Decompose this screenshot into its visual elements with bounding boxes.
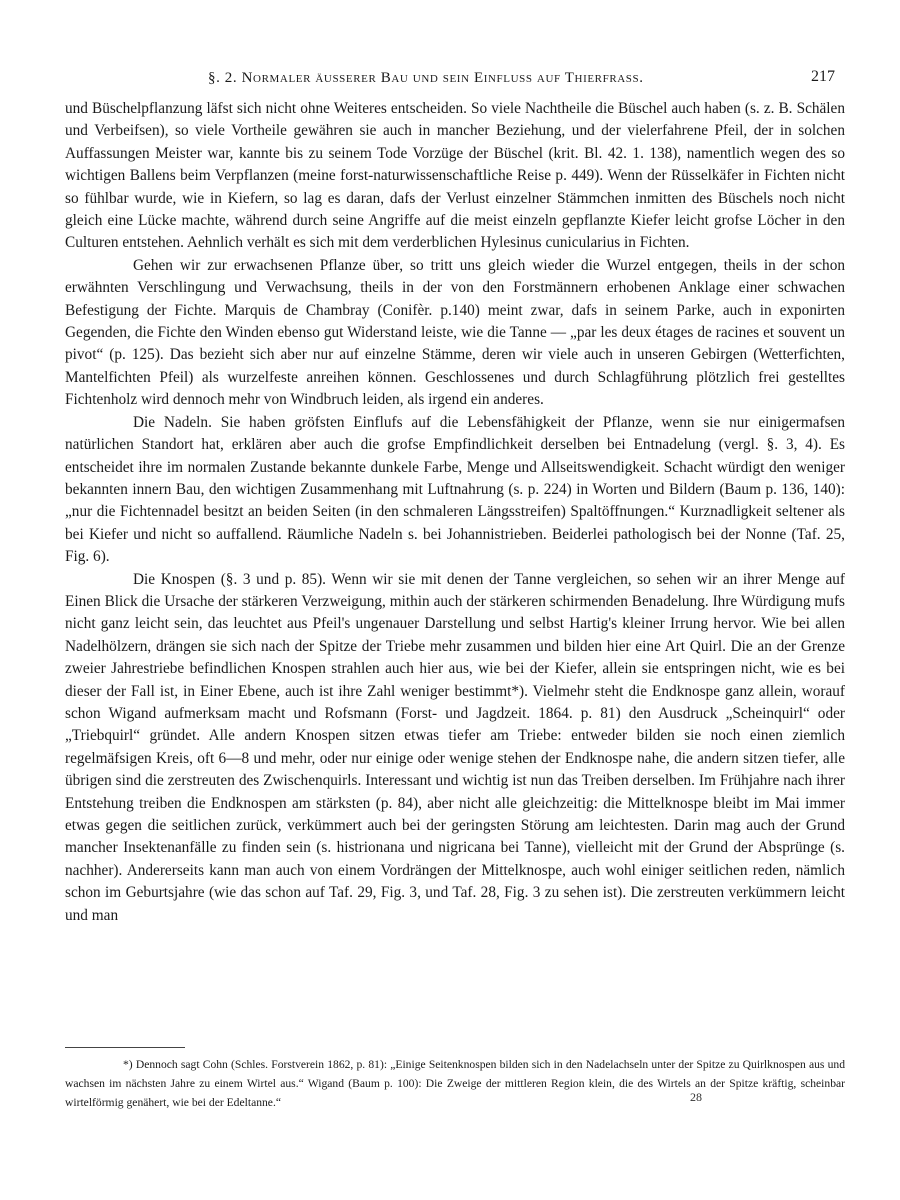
paragraph-3: Die Nadeln. Sie haben gröfsten Einflufs auf die Lebensfähigkeit der Pflanze, wenn sie nur einigermafsen natürlichen Standort hat, erklären aber auch die grofse Empfindlichkeit derselben bei Entnadelung (vergl. §. 3, 4). Es entscheidet ihre im normalen Zustande bekannte dunkele Farbe, Menge und Allseitswendigkeit. Schacht würdigt den weniger bekannten innern Bau, den wichtigen Zusammenhang mit Luftnahrung (s. p. 224) in Worten und Bildern (Baum p. 136, 140): „nur die Fichtennadel besitzt an beiden Seiten (in den schmaleren Längsstreifen) Spaltöffnungen.“ Kurznadligkeit seltener als bei Kiefer und nicht so auffallend. Räumliche Nadeln s. bei Johannistrieben. Beiderlei pathologisch bei der Nonne (Taf. 25, Fig. 6). bbox=[65, 413, 845, 566]
paragraph-4: Die Knospen (§. 3 und p. 85). Wenn wir sie mit denen der Tanne vergleichen, so sehen wir an ihrer Menge auf Einen Blick die Ursache der stärkeren Verzweigung, mithin auch der stärkeren schirmenden Benadelung. Ihre Würdigung mufs nicht ganz leicht sein, das leuchtet aus Pfeil's ungenauer Darstellung und selbst Hartig's kleiner Irrung hervor. Wie bei allen Nadelhölzern, drängen sie sich nach der Spitze der Triebe mehr zusammen und bilden hier eine Art Quirl. Die an der Grenze zweier Jahrestriebe befindlichen Knospen strahlen auch hier aus, wie bei der Kiefer, allein sie entspringen nicht, wie es bei dieser der Fall ist, in Einer Ebene, auch ist ihre Zahl weniger bestimmt*). Vielmehr steht die Endknospe ganz allein, worauf schon Wigand aufmerksam macht und Rofsmann (Forst- und Jagdzeit. 1864. p. 81) den Ausdruck „Scheinquirl“ oder „Triebquirl“ gründet. Alle andern Knospen sitzen etwas tiefer am Triebe: entweder bilden sie noch einen ziemlich regelmäfsigen Kreis, oft 6—8 und mehr, oder nur einige oder wenige stehen der Endknospe nahe, die andern sitzen tiefer, alle übrigen sind die zerstreuten des Zwischenquirls. Interessant und wichtig ist nun das Treiben derselben. Im Frühjahre nach ihrer Entstehung treiben die Endknospen am stärksten (p. 84), aber nicht alle gleichzeitig: die Mittelknospe bleibt im Mai immer etwas gegen die seitlichen zurück, verkümmert auch bei der geringsten Störung am leichtesten. Darin mag auch der Grund mancher Insektenanfälle zu finden sein (s. histrionana und nigricana bei Tanne), vielleicht mit der Grund der Absprünge (s. nachher). Andererseits kann man auch von einem Vordrängen der Mittelknospe, auch wohl einiger seitlichen reden, nämlich schon im Geburtsjahre (wie das schon auf Taf. 29, Fig. 3, und Taf. 28, Fig. 3 zu sehen ist). Die zerstreuten verkümmern leicht und man bbox=[65, 570, 845, 924]
page-number: 217 bbox=[811, 68, 835, 85]
paragraph-2: Gehen wir zur erwachsenen Pflanze über, so tritt uns gleich wieder die Wurzel entgegen, theils in der schon erwähnten Verschlingung und Verwachsung, theils in der von den Forstmännern erhobenen Anklage einer schwachen Befestigung der Fichte. Marquis de Chambray (Conifèr. p.140) meint zwar, dafs in seinem Parke, auch in exponirten Gegenden, die Fichte den Winden ebenso gut Widerstand leiste, wie die Tanne — „par les deux étages de racines et souvent un pivot“ (p. 125). Das bezieht sich aber nur auf einzelne Stämme, deren wir viele auch in unseren Gebirgen (Wetterfichten, Mantelfichten Pfeil) als wurzelfeste anreihen können. Geschlossenes und durch Schlagführung plötzlich frei gestelltes Fichtenholz wird dennoch mehr von Windbruch leiden, als irgend ein anderes. bbox=[65, 256, 845, 409]
page bbox=[65, 62, 845, 927]
paragraph-1: und Büschelpflanzung läfst sich nicht ohne Weiteres entscheiden. So viele Nachtheile die Büschel auch haben (s. z. B. Schälen und Verbeifsen), so viele Vortheile gewähren sie auch in mancher Beziehung, und der vielerfahrene Pfeil, der in solchen Auffassungen Meister war, kannte bis zu seinem Tode Vorzüge der Büschel (krit. Bl. 42. 1. 138), namentlich wegen des so wichtigen Ballens beim Verpflanzen (meine forst-naturwissenschaftliche Reise p. 449). Wenn der Rüsselkäfer in Fichten nicht so fühlbar wurde, wie in Kiefern, so lag es daran, dafs der Verlust einzelner Stämmchen inmitten des Büschels noch nicht gleich eine Lücke machte, während durch seine Angriffe auf die meist einzeln gepflanzte Kiefer leicht grofse Löcher in den Culturen entstehen. Aehnlich verhält es sich mit dem verderblichen Hylesinus cunicularius in Fichten. bbox=[65, 100, 845, 252]
section-title: §. 2. Normaler äusserer Bau und sein Einfluss auf Thierfrass. bbox=[208, 70, 644, 86]
footnote-text: *) Dennoch sagt Cohn (Schles. Forstverein 1862, p. 81): „Einige Seitenknospen bilden sich in den Nadelachseln unter der Spitze zu Quirlknospen aus und wachsen im nächsten Jahre zu einem Wirtel aus.“ Wigand (Baum p. 100): Die Zweige der mittleren Region klein, die des Wirtels an der Spitze kräftig, scheinbar wirtelförmig genähert, wie bei der Edeltanne.“ bbox=[65, 1058, 845, 1109]
body-text bbox=[65, 98, 845, 927]
running-head bbox=[65, 62, 845, 92]
footnote bbox=[65, 1055, 845, 1112]
footnote-rule bbox=[65, 1047, 185, 1048]
signature-mark: 28 bbox=[690, 1090, 702, 1104]
